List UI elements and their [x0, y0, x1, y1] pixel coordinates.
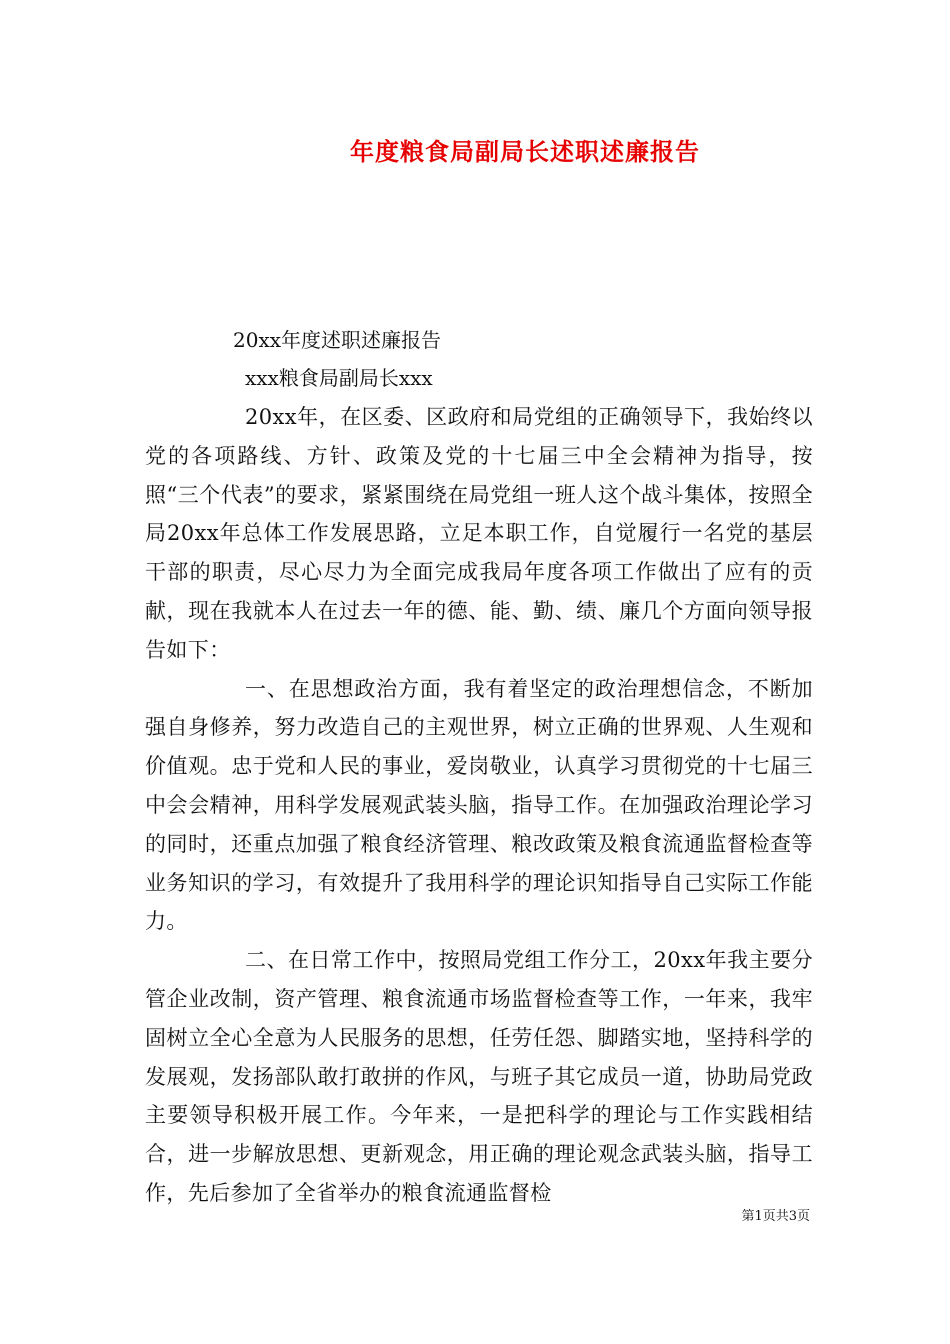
- page-number: 第1页共3页: [741, 1209, 810, 1224]
- paragraph-intro: 20xx年，在区委、区政府和局党组的正确领导下，我始终以党的各项路线、方针、政策及党的十七届三中全会精神为指导，按照“三个代表”的要求，紧紧围绕在局党组一班人这个战斗集体，按照全局20xx年总体工作发展思路，立足本职工作，自觉履行一名党的基层干部的职责，尽心尽力为全面完成我局年度各项工作做出了应有的贡献，现在我就本人在过去一年的德、能、勤、绩、廉几个方面向领导报告如下：: [145, 405, 813, 662]
- paragraph-political: 一、在思想政治方面，我有着坚定的政治理想信念，不断加强自身修养，努力改造自己的主观世界，树立正确的世界观、人生观和价值观。忠于党和人民的事业，爱岗敬业，认真学习贯彻党的十七届三中会会精神，用科学发展观武装头脑，指导工作。在加强政治理论学习的同时，还重点加强了粮食经济管理、粮改政策及粮食流通监督检查等业务知识的学习，有效提升了我用科学的理论识知指导自己实际工作能力。: [145, 676, 813, 934]
- report-heading: 20xx年度述职述廉报告: [233, 328, 442, 352]
- paragraph-daily-work: 二、在日常工作中，按照局党组工作分工，20xx年我主要分管企业改制，资产管理、粮食流通市场监督检查等工作，一年来，我牢固树立全心全意为人民服务的思想，任劳任怨、脚踏实地，坚持科学的发展观，发扬部队敢打敢拼的作风，与班子其它成员一道，协助局党政主要领导积极开展工作。今年来，一是把科学的理论与工作实践相结合，进一步解放思想、更新观念，用正确的理论观念武装头脑，指导工作，先后参加了全省举办的粮食流通监督检: [145, 948, 813, 1205]
- report-body: [145, 398, 813, 1213]
- author-line: xxx粮食局副局长xxx: [245, 366, 433, 390]
- document-title: 年度粮食局副局长述职述廉报告: [350, 137, 700, 166]
